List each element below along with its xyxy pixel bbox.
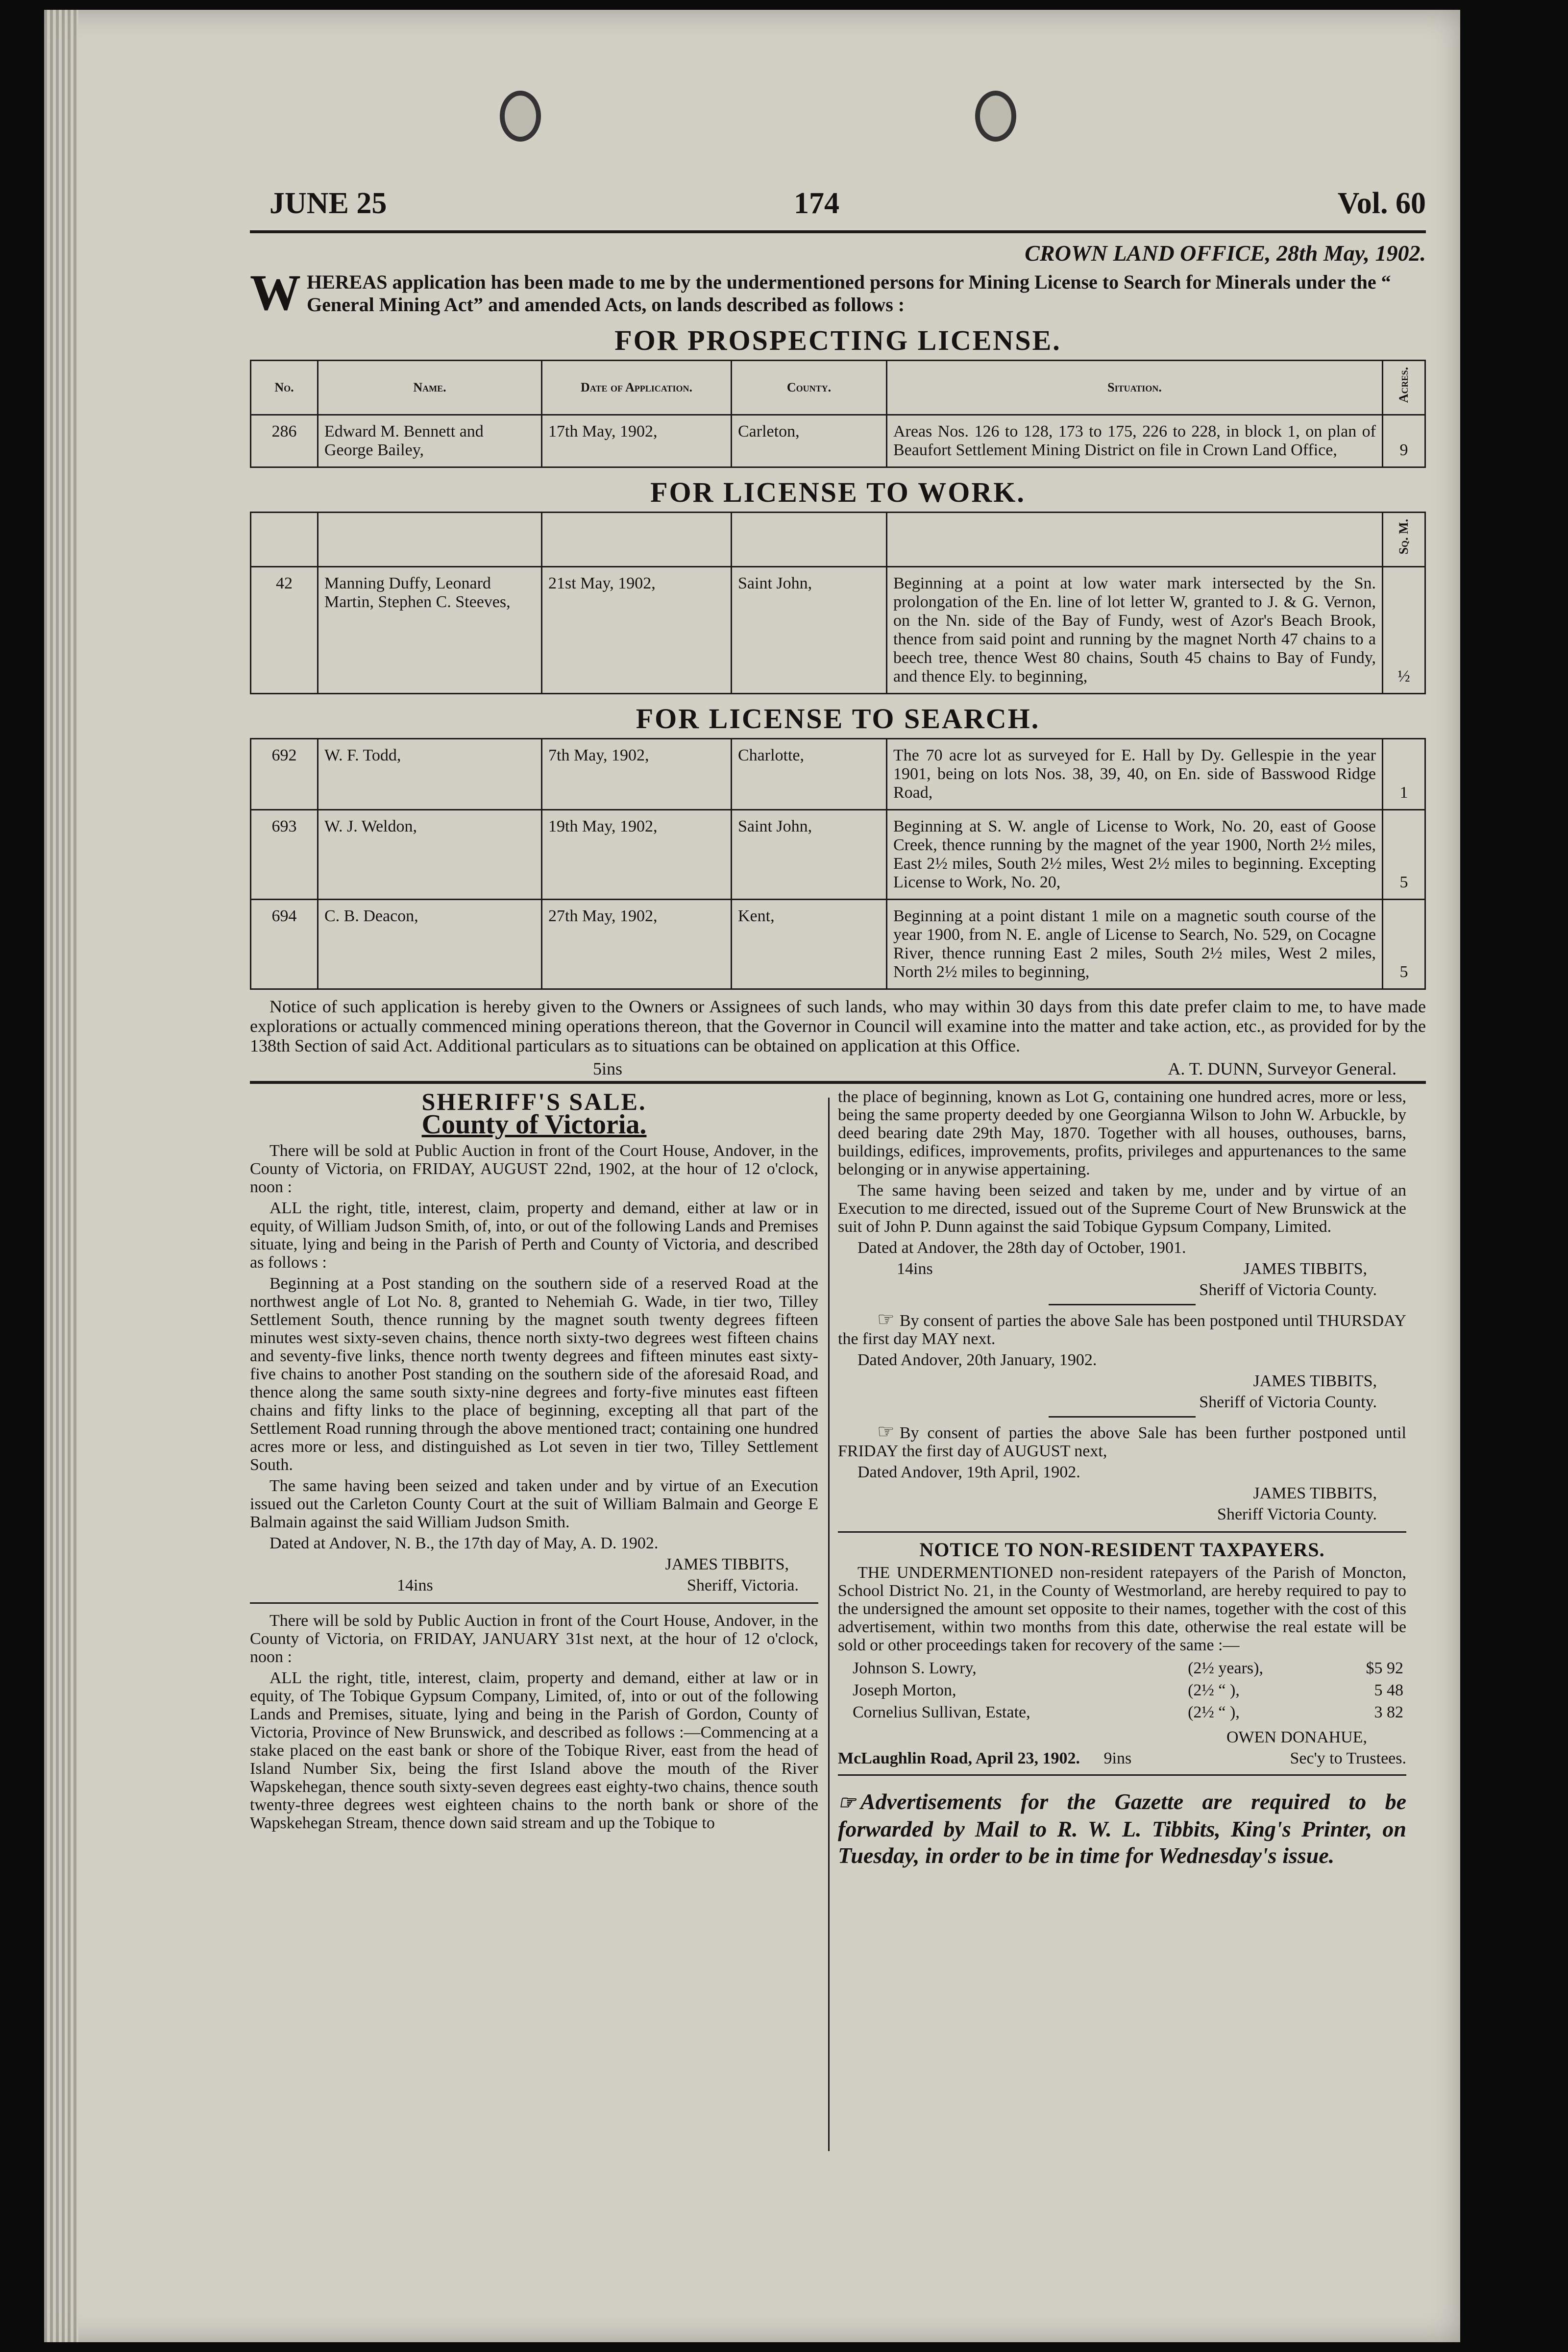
- postponement-1-dated: Dated Andover, 20th January, 1902.: [858, 1350, 1097, 1369]
- section-rule: [250, 1081, 1426, 1084]
- col-blank: [251, 513, 318, 567]
- search-table: [250, 738, 1426, 990]
- sale2-role: Sheriff of Victoria County.: [1199, 1280, 1377, 1299]
- postponement-2-dated: Dated Andover, 19th April, 1902.: [858, 1463, 1080, 1481]
- stacked-page-edges: [44, 10, 78, 2342]
- col-sqm: Sq. M.: [1383, 513, 1425, 567]
- taxpayers-role: Sec'y to Trustees.: [1290, 1749, 1406, 1767]
- left-column: [250, 1088, 818, 1835]
- pointing-hand-icon: ☞: [838, 1791, 856, 1813]
- right-rule: [838, 1531, 1406, 1533]
- short-rule: [1049, 1304, 1196, 1305]
- page-number: 174: [794, 187, 839, 220]
- table-row: 286 Edward M. Bennett and George Bailey, 17th May, 1902, Carleton, Areas Nos. 126 to 128, 173 to 175, 226 to 228, in block 1, on plan of Beaufort Settlement Mining District on file in Crown Land Office, 9: [251, 415, 1425, 467]
- running-head: [250, 176, 1426, 230]
- pointing-hand-icon: ☞: [877, 1420, 895, 1443]
- col-no: No.: [251, 361, 318, 415]
- right-rule: [838, 1774, 1406, 1776]
- table-row: 693 W. J. Weldon, 19th May, 1902, Saint John, Beginning at S. W. angle of License to Work, No. 20, east of Goose Creek, thence running by the magnet of the year 1900, North 2½ miles, East 2½ miles, South 2½ miles, West 2½ miles to beginning. Excepting License to Work, No. 20, 5: [251, 809, 1425, 899]
- sale1-paragraph-1: There will be sold at Public Auction in front of the Court House, Andover, in the County of Victoria, on FRIDAY, AUGUST 22nd, 1902, at the hour of 12 o'clock, noon :: [250, 1141, 818, 1196]
- notice-paragraph: Notice of such application is hereby given to the Owners or Assignees of such lands, who may within 30 days from this date prefer claim to me, to have made explorations or actually commenced mining operations thereon, that the Governor in Council will examine into the matter and take action, etc., as provided for by the 138th Section of said Act. Additional particulars as to situations can be obtained on application at this Office.: [250, 996, 1426, 1055]
- taxpayers-signature: OWEN DONAHUE,: [1226, 1728, 1367, 1746]
- col-situation: Situation.: [887, 361, 1383, 415]
- gazette-notice: ☞ Advertisements for the Gazette are required to be forwarded by Mail to R. W. L. Tibbits, King's Printer, on Tuesday, in order to be in time for Wednesday's issue.: [838, 1788, 1406, 1868]
- table-row: Joseph Morton, (2½ “ ), 5 48: [853, 1681, 1403, 1699]
- notice-signature: A. T. DUNN, Surveyor General.: [1168, 1058, 1396, 1078]
- sale1-ins: 14ins: [397, 1576, 433, 1594]
- table-row: 692 W. F. Todd, 7th May, 1902, Charlotte, The 70 acre lot as surveyed for E. Hall by Dy. Gellespie in the year 1901, being on lots Nos. 38, 39, 40, on En. side of Basswood Ridge Road, 1: [251, 738, 1425, 809]
- sale2-signature: JAMES TIBBITS,: [1243, 1259, 1367, 1278]
- postponement-2: ☞ By consent of parties the above Sale has been further postponed until FRIDAY the first day of AUGUST next,: [838, 1420, 1406, 1460]
- sale1-paragraph-4: The same having been seized and taken under and by virtue of an Execution issued out the Carleton County Court at the suit of William Balmain and George E Balmain against the said William Judson Smith.: [250, 1476, 818, 1531]
- office-line: CROWN LAND OFFICE, 28th May, 1902.: [1025, 241, 1426, 266]
- table-row: Cornelius Sullivan, Estate, (2½ “ ), 3 82: [853, 1703, 1403, 1721]
- table-row: Johnson S. Lowry, (2½ years), $5 92: [853, 1659, 1403, 1677]
- postponement-2-role: Sheriff Victoria County.: [1217, 1505, 1377, 1523]
- col-date: Date of Application.: [542, 361, 732, 415]
- sale1-paragraph-3: Beginning at a Post standing on the southern side of a reserved Road at the northwest angle of Lot No. 8, granted to Nehemiah G. Wade, in tier two, Tilley Settlement South, thence running by the magnet south twenty degrees fifteen minutes west sixty-seven chains, thence north sixty-two degrees west fifteen chains and seventy-five links, thence north twenty degrees and fifteen minutes east sixty-five chains to another Post standing on the southern side of the aforesaid Road, and thence along the same south sixty-nine degrees and forty-five minutes east fifteen chains and fifty links to the place of beginning, excepting all that part of the Settlement Road running through the above mentioned tract; containing one hundred acres more or less, and distinguished as Lot seven in tier two, Tilley Settlement South.: [250, 1274, 818, 1474]
- prospecting-title: FOR PROSPECTING LICENSE.: [614, 324, 1061, 356]
- prospecting-table: [250, 360, 1426, 468]
- page-content: [250, 176, 1426, 2151]
- postponement-1-role: Sheriff of Victoria County.: [1199, 1393, 1377, 1411]
- postponement-1: ☞ By consent of parties the above Sale has been postponed until THURSDAY the first day MAY next.: [838, 1308, 1406, 1348]
- header-date: JUNE 25: [270, 187, 387, 220]
- taxpayers-place: McLaughlin Road, April 23, 1902.: [838, 1749, 1080, 1767]
- dropcap: W: [250, 265, 301, 321]
- two-column-section: [250, 1088, 1426, 2151]
- sale1-paragraph-2: ALL the right, title, interest, claim, property and demand, either at law or in equity, of William Judson Smith, of, into, or out of the following Lands and Premises situate, lying and being in the Parish of Perth and County of Victoria, and described as follows :: [250, 1199, 818, 1272]
- preamble-text: HEREAS application has been made to me by the undermentioned persons for Mining License to Search for Minerals under the “ General Mining Act” and amended Acts, on lands described as follows :: [307, 271, 1391, 316]
- sale1-role-line: [250, 1576, 818, 1594]
- work-title: FOR LICENSE TO WORK.: [650, 476, 1026, 509]
- sale2-signature-line: [838, 1260, 1406, 1278]
- sale2-seized: The same having been seized and taken by me, under and by virtue of an Execution to me directed, issued out of the Supreme Court of New Brunswick at the suit of John P. Dunn against the said Tobique Gypsum Company, Limited.: [838, 1181, 1406, 1236]
- table-row: 694 C. B. Deacon, 27th May, 1902, Kent, Beginning at a point distant 1 mile on a magnetic south course of the year 1900, from N. E. angle of License to Search, No. 529, on Cocagne River, thence running East 2 miles, South 2½ miles, West 2 miles, North 2½ miles to beginning, 5: [251, 899, 1425, 989]
- preamble: [250, 265, 1426, 321]
- header-rule: [250, 230, 1426, 233]
- taxpayers-ins: 9ins: [1103, 1749, 1132, 1767]
- notice-signature-line: [250, 1055, 1426, 1081]
- short-rule: [1049, 1416, 1196, 1418]
- county-heading: County of Victoria.: [421, 1109, 647, 1140]
- col-acres: Acres.: [1383, 361, 1425, 415]
- col-county: County.: [732, 361, 887, 415]
- sale1-signature: JAMES TIBBITS,: [665, 1555, 789, 1573]
- right-column: [838, 1088, 1406, 1869]
- postponement-2-signature: JAMES TIBBITS,: [1253, 1484, 1377, 1502]
- sale2-dated: Dated at Andover, the 28th day of October, 1901.: [858, 1238, 1186, 1257]
- taxpayers-footer: [838, 1749, 1406, 1767]
- notice-ins: 5ins: [593, 1058, 623, 1078]
- binding-hole-left: [500, 91, 541, 142]
- taxpayers-title: NOTICE TO NON-RESIDENT TAXPAYERS.: [919, 1538, 1325, 1561]
- postponement-1-signature: JAMES TIBBITS,: [1253, 1372, 1377, 1390]
- left-rule: [250, 1602, 818, 1604]
- pointing-hand-icon: ☞: [877, 1308, 895, 1330]
- sale2-ins: 14ins: [897, 1259, 933, 1278]
- col-name: Name.: [318, 361, 542, 415]
- volume-number: Vol. 60: [1337, 187, 1426, 220]
- sale2-continued: the place of beginning, known as Lot G, containing one hundred acres, more or less, being the same property deeded by one Georgianna Wilson to John W. Arbuckle, by deed bearing date 29th May, 1870. Together with all houses, outhouses, barns, buildings, edifices, improvements, profits, privileges and appurtenances to the same belonging or in anywise appertaining.: [838, 1087, 1406, 1178]
- sale2-paragraph-2: ALL the right, title, interest, claim, property and demand, either at law or in equity, of The Tobique Gypsum Company, Limited, of, into or out of the following Lands and Premises, situate, lying and being in the Parish of Gordon, County of Victoria, Province of New Brunswick, and described as follows :—Commencing at a stake placed on the east bank or shore of the Tobique River, east from the head of Island Number Six, being the first Island above the mouth of the River Wapskehegan, thence south sixty-seven degrees east eighty-two chains, thence south twenty-three degrees west eighteen chains to the north bank or shore of the Wapskehegan Stream, thence down said stream and up the Tobique to: [250, 1668, 818, 1832]
- column-divider: [828, 1098, 830, 2151]
- table-row: 42 Manning Duffy, Leonard Martin, Stephen C. Steeves, 21st May, 1902, Saint John, Beginning at a point at low water mark intersected by the Sn. prolongation of the En. line of lot letter W, granted to J. & G. Vernon, on the Nn. side of the Bay of Fundy, west of Azor's Beach Brook, thence from said point and running by the magnet North 47 chains to a beech tree, thence West 80 chains, South 45 chains to Bay of Fundy, and thence Ely. to beginning, ½: [251, 566, 1425, 693]
- search-title: FOR LICENSE TO SEARCH.: [636, 702, 1040, 735]
- taxpayers-intro: THE UNDERMENTIONED non-resident ratepayers of the Parish of Moncton, School District No. 21, in the County of Westmorland, are hereby required to pay to the undersigned the amount set opposite to their names, together with the cost of this advertisement, within two months from this date, otherwise the real estate will be sold or other proceedings taken for recovery of the same :—: [838, 1563, 1406, 1654]
- binding-hole-right: [975, 91, 1016, 142]
- sheriff-sale-title: SHERIFF'S SALE.: [421, 1087, 647, 1115]
- sale2-paragraph-1: There will be sold by Public Auction in front of the Court House, Andover, in the County of Victoria, on FRIDAY, JANUARY 31st next, at the hour of 12 o'clock, noon :: [250, 1611, 818, 1666]
- taxpayers-table: [838, 1657, 1406, 1723]
- work-table: [250, 512, 1426, 694]
- sale1-role: Sheriff, Victoria.: [686, 1576, 799, 1594]
- sale1-dated: Dated at Andover, N. B., the 17th day of May, A. D. 1902.: [270, 1534, 659, 1552]
